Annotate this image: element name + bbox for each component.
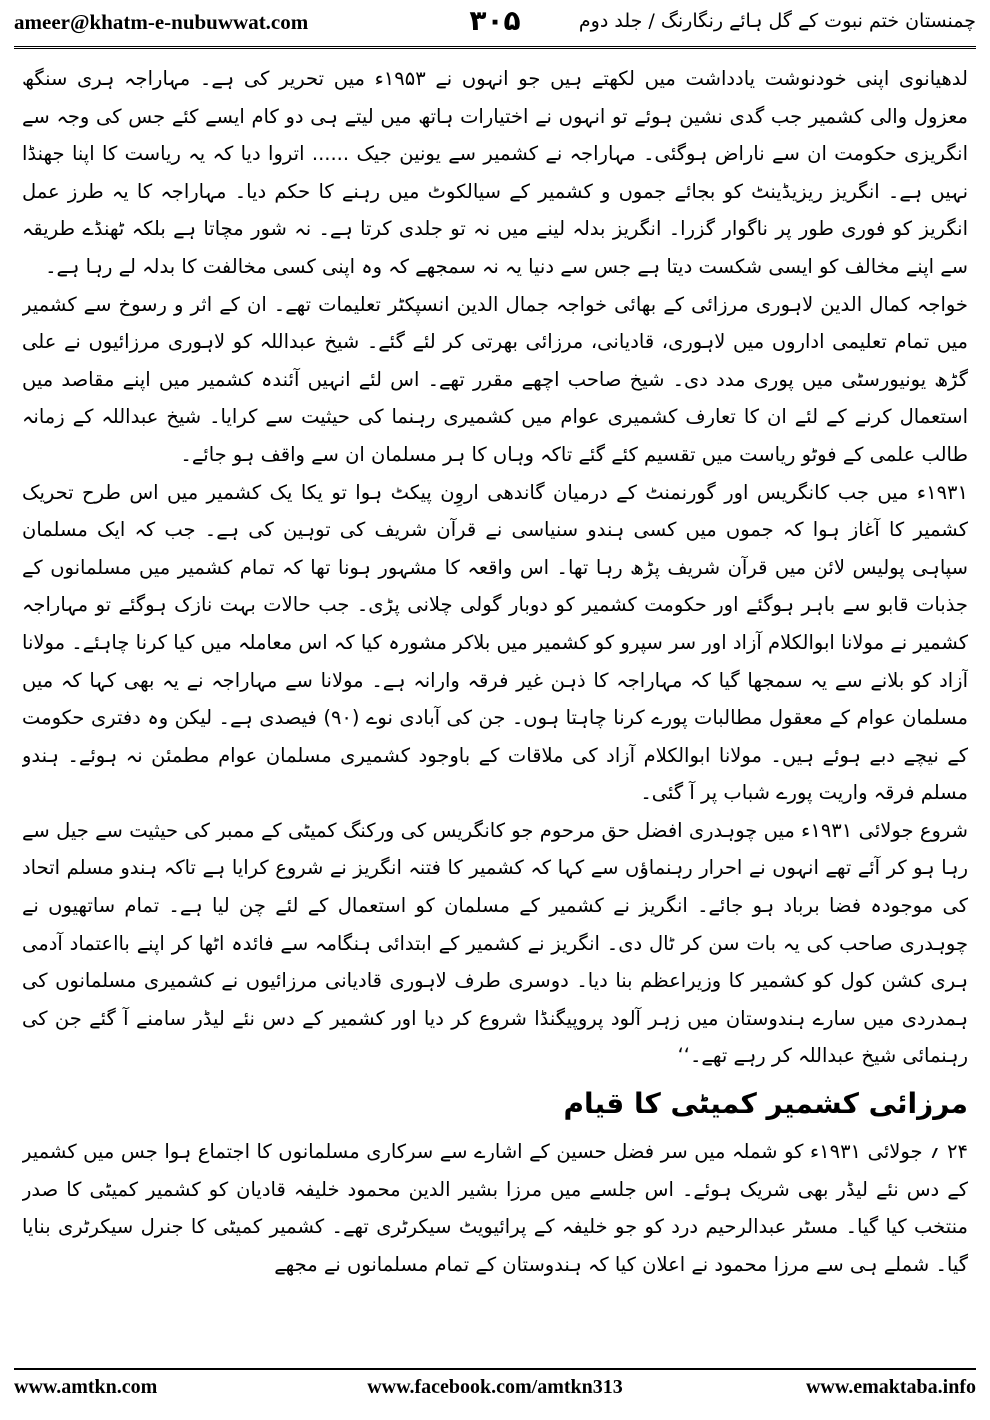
book-title: چمنستان ختم نبوت کے گل ہائے رنگارنگ / جلد دوم — [578, 10, 976, 32]
paragraph: شروع جولائی ۱۹۳۱ء میں چوہدری افضل حق مرحوم جو کانگریس کی ورکنگ کمیٹی کے ممبر کی حیثیت سے جیل سے رہا ہو کر آئے تھے انہوں نے احرار رہنماؤں سے کہا کہ کشمیر کا فتنہ انگریز نے شروع کرایا ہے تاکہ ہندو مسلم اتحاد کی موجودہ فضا برباد ہو جائے۔ انگریز نے کشمیر کے مسلمان کو استعمال کے لئے چن لیا ہے۔ تمام ساتھیوں نے چوہدری صاحب کی یہ بات سن کر ٹال دی۔ انگریز نے کشمیر کے ابتدائی ہنگامہ سے فائدہ اٹھا کر اپنے بااعتماد آدمی ہری کشن کول کو کشمیر کا وزیراعظم بنا دیا۔ دوسری طرف لاہوری قادیانی مرزائیوں نے کشمیری مسلمانوں کی ہمدردی میں سارے ہندوستان میں زہر آلود پروپیگنڈا شروع کر دیا اور کشمیر کے دس نئے لیڈر سامنے آ گئے جن کی رہنمائی شیخ عبداللہ کر رہے تھے۔‘‘ — [22, 818, 968, 1068]
page-number: ۳۰۵ — [469, 4, 521, 37]
section-paragraph: ۲۴ ؍ جولائی ۱۹۳۱ء کو شملہ میں سر فضل حسین کے اشارے سے سرکاری مسلمانوں کا اجتماع ہوا جس میں کشمیر کے دس نئے لیڈر بھی شریک ہوئے۔ اس جلسے میں مرزا بشیر الدین محمود خلیفہ قادیان کو کشمیر کمیٹی کا صدر منتخب کیا گیا۔ مسٹر عبدالرحیم درد کو جو خلیفہ کے پرائیویٹ سیکرٹری تھے۔ کشمیر کمیٹی کا جنرل سیکرٹری بنایا گیا۔ شملے ہی سے مرزا محمود نے اعلان کیا کہ ہندوستان کے تمام مسلمانوں نے مجھے — [22, 1140, 968, 1276]
paragraph: لدھیانوی اپنی خودنوشت یادداشت میں لکھتے ہیں جو انہوں نے ۱۹۵۳ء میں تحریر کی ہے۔ مہاراجہ ہری سنگھ معزول والی کشمیر جب گدی نشین ہوئے تو انہوں نے اختیارات ہاتھ میں لیتے ہی دو کام ایسے کئے جس کی وجہ سے انگریزی حکومت ان سے ناراض ہوگئی۔ مہاراجہ نے کشمیر سے یونین جیک ...... اتروا دیا کہ یہ ریاست کا اپنا جھنڈا نہیں ہے۔ انگریز ریزیڈینٹ کو بجائے جموں و کشمیر کے سیالکوٹ میں رہنے کا حکم دیا۔ مہاراجہ کا یہ طرز عمل انگریز کو فوری طور پر ناگوار گزرا۔ انگریز بدلہ لینے میں نہ تو جلدی کرتا ہے۔ نہ شور مچاتا ہے بلکہ ٹھنڈے طریقہ سے اپنے مخالف کو ایسی شکست دیتا ہے جس سے دنیا یہ نہ سمجھے کہ وہ اپنی کسی مخالفت کا بدلہ لے رہا ہے۔ — [22, 67, 968, 278]
header-divider — [14, 46, 976, 49]
section-heading: مرزائی کشمیر کمیٹی کا قیام — [563, 1087, 968, 1121]
footer-divider — [14, 1368, 976, 1370]
footer-link-amtkn[interactable]: www.amtkn.com — [14, 1376, 158, 1398]
footer-link-facebook[interactable]: www.facebook.com/amtkn313 — [367, 1376, 623, 1398]
page-footer — [14, 1376, 976, 1406]
page-header — [14, 4, 976, 44]
footer-link-emaktaba[interactable]: www.emaktaba.info — [805, 1376, 976, 1398]
paragraph: خواجہ کمال الدین لاہوری مرزائی کے بھائی خواجہ جمال الدین انسپکٹر تعلیمات تھے۔ ان کے اثر و رسوخ سے کشمیر میں تمام تعلیمی اداروں میں لاہوری، قادیانی، مرزائی بھرتی کر لئے گئے۔ شیخ عبداللہ کو لاہوری مرزائیوں نے علی گڑھ یونیورسٹی میں پوری مدد دی۔ شیخ صاحب اچھے مقرر تھے۔ اس لئے انہیں آئندہ کشمیر میں اپنے مقاصد میں استعمال کرنے کے لئے ان کا تعارف کشمیری عوام میں کشمیری رہنما کی حیثیت سے کرایا۔ شیخ عبداللہ کے زمانہ طالب علمی کے فوٹو ریاست میں تقسیم کئے گئے تاکہ وہاں کا ہر مسلمان ان سے واقف ہو جائے۔ — [22, 292, 968, 466]
page-body — [22, 60, 968, 1360]
header-email[interactable]: ameer@khatm-e-nubuwwat.com — [14, 10, 309, 34]
paragraph: ۱۹۳۱ء میں جب کانگریس اور گورنمنٹ کے درمیان گاندھی اروِن پیکٹ ہوا تو یکا یک کشمیر میں اس طرح تحریک کشمیر کا آغاز ہوا کہ جموں میں کسی ہندو سنیاسی نے قرآن شریف کی توہین کی ہے۔ جب کہ ایک مسلمان سپاہی پولیس لائن میں قرآن شریف پڑھ رہا تھا۔ اس واقعہ کا مشہور ہونا تھا کہ تمام کشمیر میں مسلمانوں کے جذبات قابو سے باہر ہوگئے اور حکومت کشمیر کو دوبار گولی چلانی پڑی۔ جب حالات بہت نازک ہوگئے تو مہاراجہ کشمیر نے مولانا ابوالکلام آزاد اور سر سپرو کو کشمیر میں بلاکر مشورہ کیا کہ اس معاملہ میں کیا کرنا چاہئے۔ مولانا آزاد کو بلانے سے یہ سمجھا گیا کہ مہاراجہ کا ذہن غیر فرقہ وارانہ ہے۔ مولانا سے مہاراجہ نے یہ بھی کہا کہ میں مسلمان عوام کے معقول مطالبات پورے کرنا چاہتا ہوں۔ جن کی آبادی نوے (۹۰) فیصدی ہے۔ لیکن وہ دفتری حکومت کے نیچے دبے ہوئے ہیں۔ مولانا ابوالکلام آزاد کی ملاقات کے باوجود کشمیری مسلمان عوام مطمئن نہ ہوئے۔ ہندو مسلم فرقہ واریت پورے شباب پر آ گئی۔ — [22, 480, 968, 805]
